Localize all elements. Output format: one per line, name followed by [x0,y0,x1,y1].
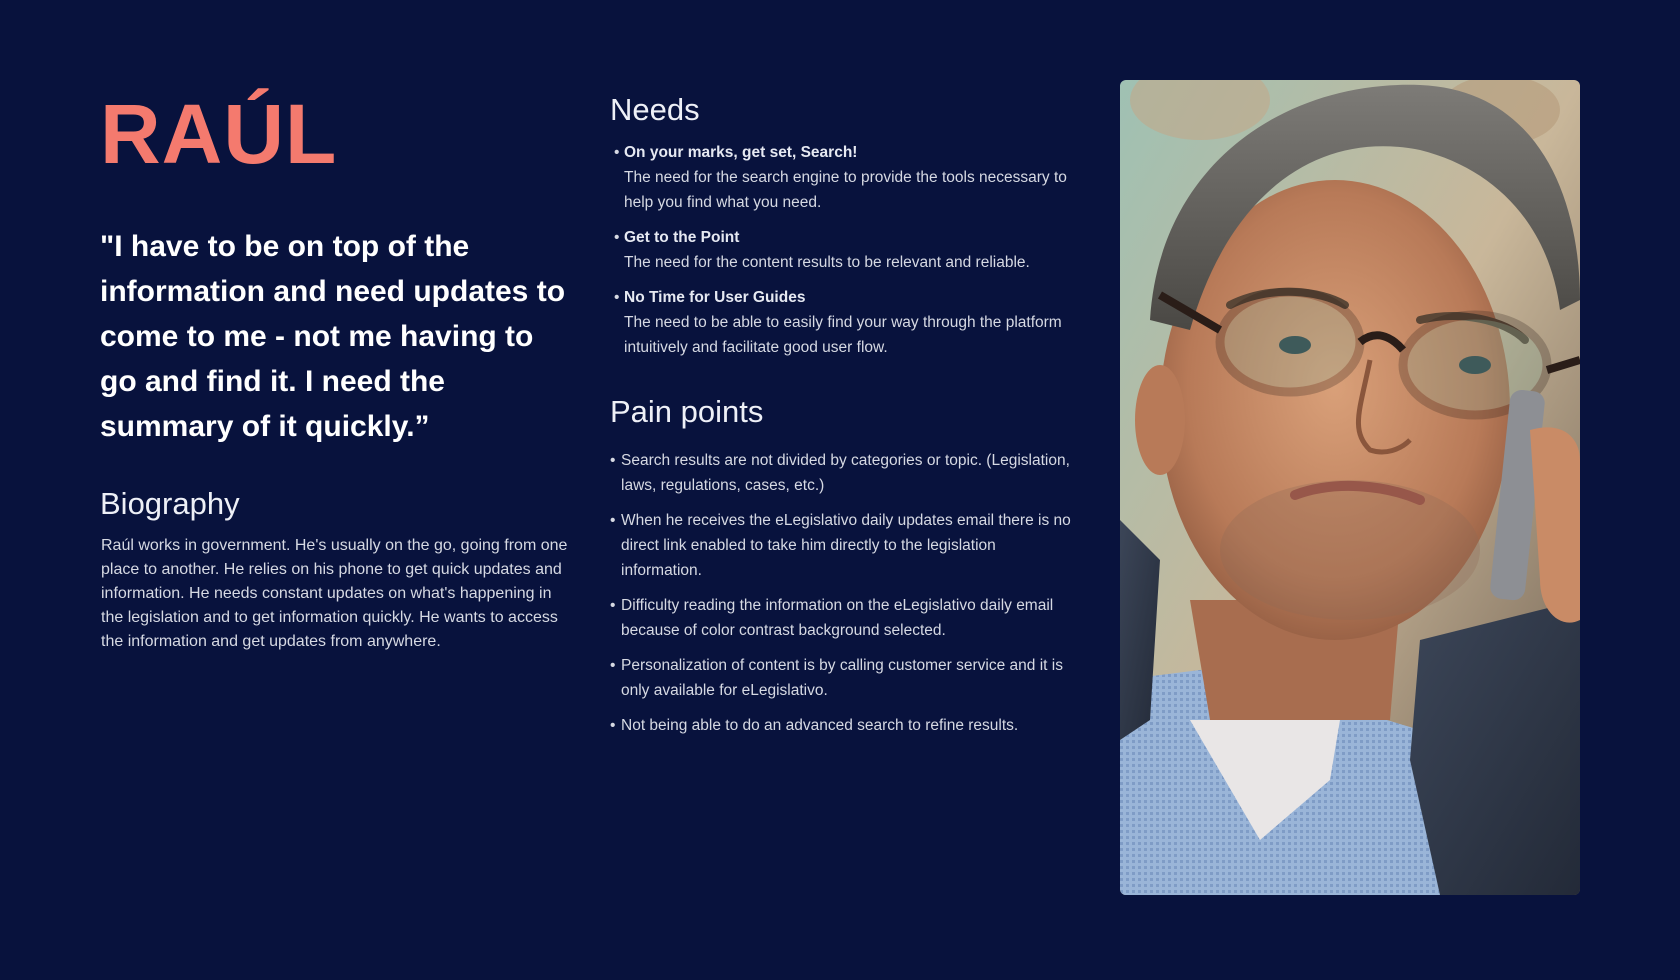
list-item: • Search results are not divided by categories or topic. (Legislation, laws, regulations, cases, etc.) [610,448,1080,498]
persona-quote: "I have to be on top of the information and need updates to come to me - not me having to go and find it. I need the summary of it quickly.” [100,230,566,443]
needs-title: Needs [610,92,700,127]
need-item-title: • Get to the Point [624,229,740,247]
list-item: • Not being able to do an advanced search to refine results. [610,713,1080,738]
pain-points-list [610,448,1080,738]
need-item-text: The need for the search engine to provide the tools necessary to help you find what you need. [624,169,1067,212]
need-item-title: • On your marks, get set, Search! [624,144,858,162]
needs-and-pain-points [610,91,1080,748]
persona-name: RAÚL [100,87,338,181]
list-item [610,285,1080,360]
biography-title: Biography [100,486,240,521]
persona-photo [1120,80,1580,895]
need-item-text: The need for the content results to be relevant and reliable. [624,254,1030,272]
list-item [610,140,1080,215]
persona-portrait-icon [1120,80,1580,895]
needs-list [610,140,1080,360]
list-item: • When he receives the eLegislativo daily updates email there is no direct link enabled to take him directly to the legislation information. [610,508,1080,583]
list-item [610,225,1080,275]
need-item-title: • No Time for User Guides [624,289,806,307]
persona-summary [100,80,570,654]
pain-points-title: Pain points [610,394,764,430]
biography-text: Raúl works in government. He's usually on the go, going from one place to another. He relies on his phone to get quick updates and information. He needs constant updates on what's happening in the legislation and to get information quickly. He wants to access the information and get updates from anywhere. [101,537,568,651]
list-item: • Difficulty reading the information on the eLegislativo daily email because of color contrast background selected. [610,593,1080,643]
need-item-text: The need to be able to easily find your way through the platform intuitively and facilitate good user flow. [624,314,1062,357]
list-item: • Personalization of content is by calling customer service and it is only available for eLegislativo. [610,653,1080,703]
